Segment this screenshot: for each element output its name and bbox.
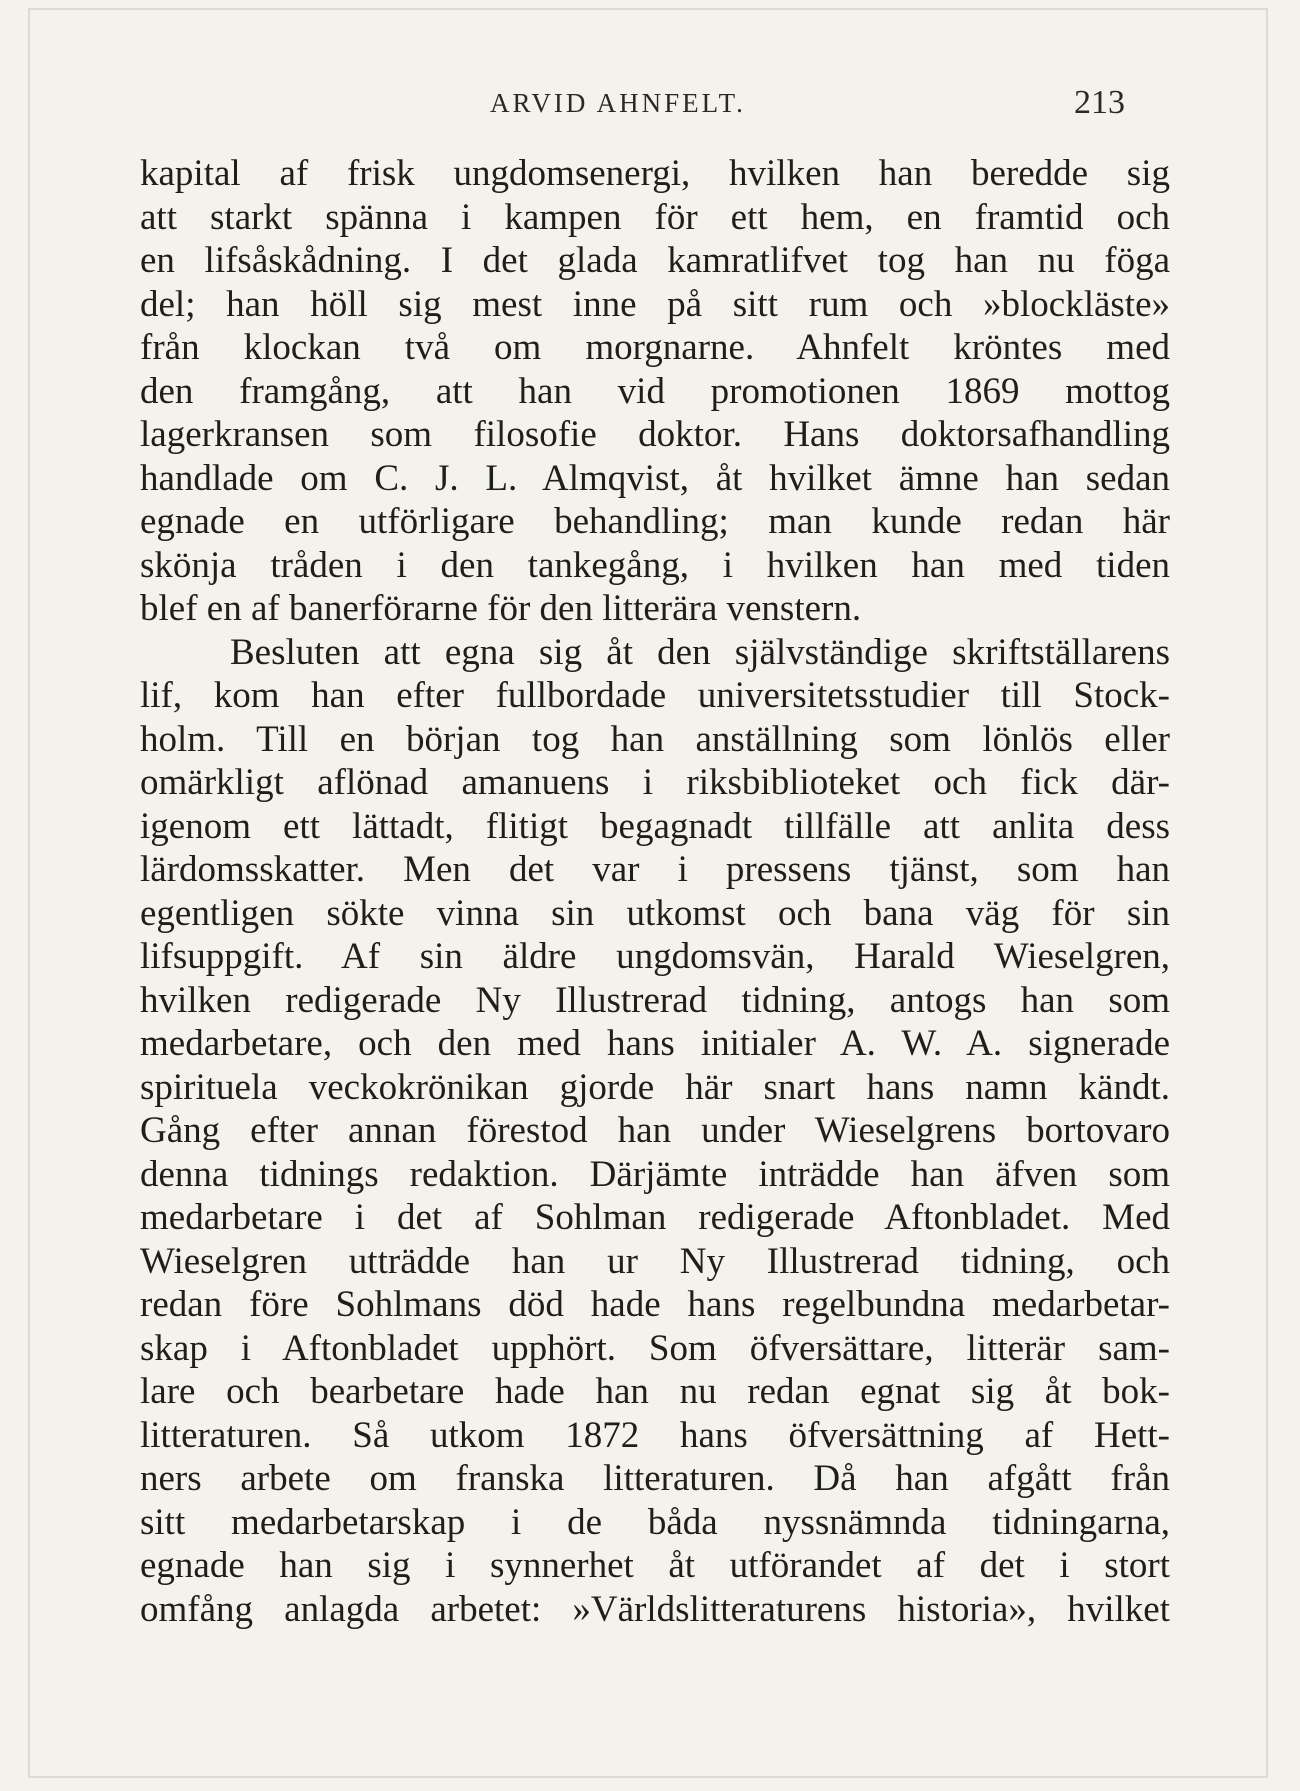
text-line: litteraturen. Så utkom 1872 hans öfversättning af Hett- — [140, 1414, 1170, 1456]
text-line: ners arbete om franska litteraturen. Då han afgått från — [140, 1458, 1170, 1499]
text-line: egentligen sökte vinna sin utkomst och bana väg för sin — [140, 892, 1170, 934]
text-line: blef en af banerförarne för den litterära venstern. — [140, 588, 862, 629]
text-line: medarbetare i det af Sohlman redigerade Aftonbladet. Med — [140, 1197, 1170, 1238]
text-line: Wieselgren utträdde han ur Ny Illustrerad tidning, och — [140, 1240, 1170, 1282]
text-line: igenom ett lättadt, flitigt begagnadt tillfälle att anlita dess — [140, 805, 1170, 847]
text-line: skap i Aftonbladet upphört. Som öfversättare, litterär sam- — [140, 1327, 1170, 1369]
text-line: kapital af frisk ungdomsenergi, hvilken han beredde sig — [140, 153, 1170, 194]
text-line: lif, kom han efter fullbordade universitetsstudier till Stock- — [140, 675, 1170, 716]
text-line: egnade han sig i synnerhet åt utförandet af det i stort — [140, 1545, 1170, 1586]
text-line: lare och bearbetare hade han nu redan egnat sig åt bok- — [140, 1371, 1170, 1412]
text-line: att starkt spänna i kampen för ett hem, en framtid och — [140, 196, 1170, 238]
text-line: omfång anlagda arbetet: »Världslitteraturens historia», hvilket — [140, 1588, 1170, 1630]
text-line: hvilken redigerade Ny Illustrerad tidning, antogs han som — [140, 979, 1170, 1021]
text-line: medarbetare, och den med hans initialer A. W. A. signerade — [140, 1023, 1170, 1064]
text-line: omärkligt aflönad amanuens i riksbiblioteket och fick där- — [140, 762, 1170, 803]
text-line: lifsuppgift. Af sin äldre ungdomsvän, Harald Wieselgren, — [140, 936, 1170, 977]
text-line: denna tidnings redaktion. Därjämte inträdde han äfven som — [140, 1153, 1170, 1195]
text-line: spirituela veckokrönikan gjorde här snart hans namn kändt. — [140, 1066, 1170, 1108]
text-line: skönja tråden i den tankegång, i hvilken han med tiden — [140, 544, 1170, 586]
text-line: egnade en utförligare behandling; man kunde redan här — [140, 501, 1170, 542]
text-line: handlade om C. J. L. Almqvist, åt hvilket ämne han sedan — [140, 457, 1170, 499]
text-line: lagerkransen som filosofie doktor. Hans doktorsafhandling — [140, 414, 1170, 455]
text-line: lärdomsskatter. Men det var i pressens tjänst, som han — [140, 849, 1170, 890]
text-line: en lifsåskådning. I det glada kamratlifvet tog han nu föga — [140, 240, 1170, 281]
body-text — [140, 152, 1170, 1631]
running-head: ARVID AHNFELT. — [490, 88, 746, 118]
text-line: Gång efter annan förestod han under Wieselgrens bortovaro — [140, 1110, 1170, 1151]
text-line: den framgång, att han vid promotionen 1869 mottog — [140, 370, 1170, 412]
text-line: holm. Till en början tog han anställning som lönlös eller — [140, 718, 1170, 760]
text-line: från klockan två om morgnarne. Ahnfelt kröntes med — [140, 327, 1170, 368]
text-line: Besluten att egna sig åt den självständige skriftställarens — [230, 631, 1170, 673]
text-line: del; han höll sig mest inne på sitt rum och »blockläste» — [140, 283, 1170, 325]
text-line: redan före Sohlmans död hade hans regelbundna medarbetar- — [140, 1284, 1170, 1325]
page-number: 213 — [1074, 84, 1125, 121]
text-line: sitt medarbetarskap i de båda nyssnämnda tidningarna, — [140, 1501, 1170, 1543]
